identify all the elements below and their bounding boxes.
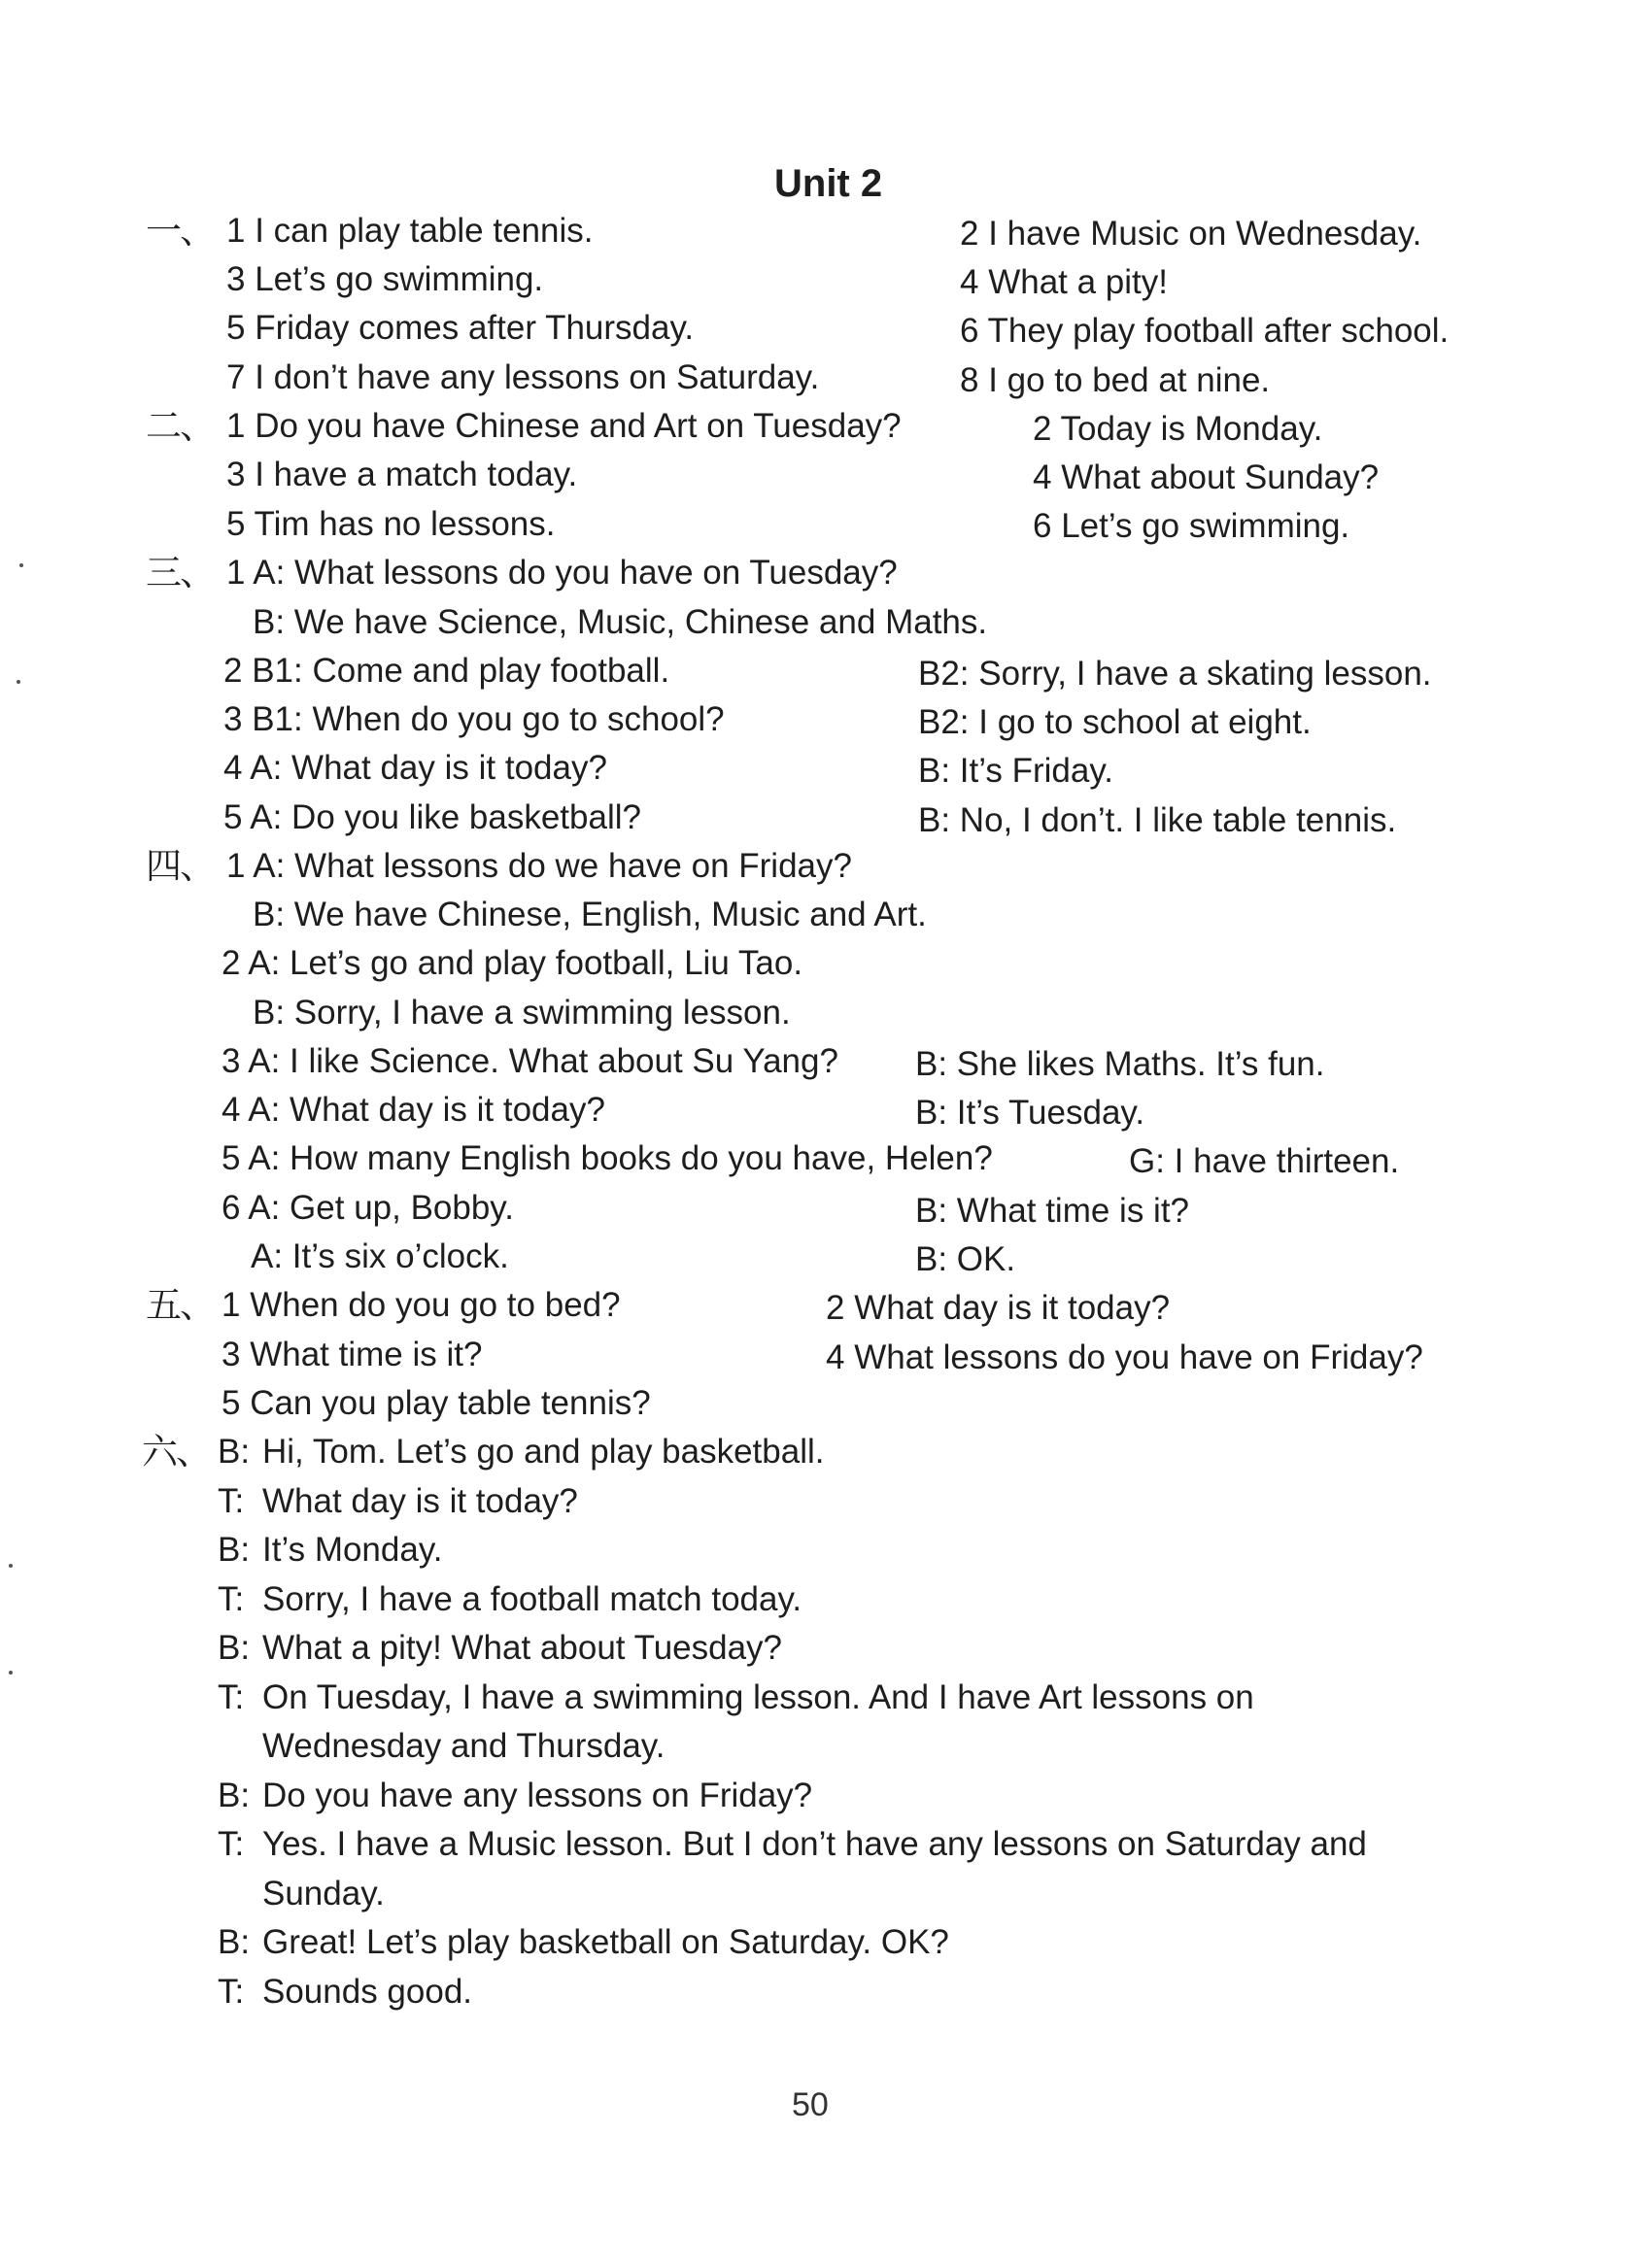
answer-line: 5 Friday comes after Thursday. bbox=[226, 309, 695, 347]
dialogue-line: Do you have any lessons on Friday? bbox=[262, 1777, 813, 1814]
answer-line: 2 I have Music on Wednesday. bbox=[960, 215, 1422, 253]
answer-line: B: We have Science, Music, Chinese and Maths. bbox=[253, 603, 988, 641]
dialogue-line: Hi, Tom. Let’s go and play basketball. bbox=[262, 1433, 825, 1471]
speaker-label: T: bbox=[218, 1482, 245, 1520]
answer-line: 4 A: What day is it today? bbox=[222, 1091, 605, 1129]
section-marker-4: 四、 bbox=[146, 846, 214, 886]
speaker-label: B: bbox=[218, 1531, 251, 1569]
answer-line: B: She likes Maths. It’s fun. bbox=[915, 1045, 1325, 1083]
dialogue-line: What day is it today? bbox=[262, 1482, 578, 1520]
answer-line: 6 Let’s go swimming. bbox=[1033, 507, 1350, 545]
speaker-label: T: bbox=[218, 1580, 245, 1618]
answer-line: 5 Can you play table tennis? bbox=[222, 1384, 651, 1422]
answer-line: B: We have Chinese, English, Music and Art. bbox=[253, 896, 927, 933]
answer-line: 5 A: Do you like basketball? bbox=[223, 798, 641, 836]
section-marker-1: 一、 bbox=[146, 211, 214, 251]
answer-line: 1 Do you have Chinese and Art on Tuesday? bbox=[226, 407, 902, 445]
answer-line: B: It’s Tuesday. bbox=[915, 1094, 1145, 1132]
answer-line: 7 I don’t have any lessons on Saturday. bbox=[226, 358, 820, 396]
answer-line: 2 A: Let’s go and play football, Liu Tao. bbox=[222, 944, 803, 982]
answer-line: 2 What day is it today? bbox=[826, 1289, 1171, 1327]
answer-line: 4 What about Sunday? bbox=[1033, 458, 1380, 496]
answer-line: B2: Sorry, I have a skating lesson. bbox=[918, 655, 1432, 693]
answer-line: 4 A: What day is it today? bbox=[223, 749, 607, 787]
dialogue-line: What a pity! What about Tuesday? bbox=[262, 1629, 783, 1667]
answer-line: 3 B1: When do you go to school? bbox=[223, 700, 725, 738]
answer-line: 3 What time is it? bbox=[222, 1336, 483, 1373]
speaker-label: B: bbox=[218, 1629, 251, 1667]
section-marker-5: 五、 bbox=[146, 1285, 214, 1325]
answer-line: 4 What lessons do you have on Friday? bbox=[826, 1338, 1423, 1376]
speaker-label: B: bbox=[218, 1433, 251, 1471]
dialogue-line: Sounds good. bbox=[262, 1973, 473, 2011]
scan-speck bbox=[17, 680, 20, 684]
answer-line: 1 When do you go to bed? bbox=[222, 1286, 621, 1324]
section-marker-3: 三、 bbox=[146, 553, 214, 592]
answer-line: 4 What a pity! bbox=[960, 263, 1168, 301]
answer-line: 1 A: What lessons do we have on Friday? bbox=[226, 847, 852, 885]
dialogue-line: Sunday. bbox=[262, 1875, 385, 1913]
answer-line: B: No, I don’t. I like table tennis. bbox=[918, 801, 1397, 839]
answer-line: 3 I have a match today. bbox=[226, 456, 578, 493]
answer-line: 3 Let’s go swimming. bbox=[226, 260, 544, 298]
section-marker-6: 六、 bbox=[142, 1432, 210, 1472]
speaker-label: B: bbox=[218, 1777, 251, 1814]
dialogue-line: Yes. I have a Music lesson. But I don’t have any lessons on Saturday and bbox=[262, 1825, 1367, 1863]
answer-line: 2 B1: Come and play football. bbox=[223, 652, 670, 690]
page-title: Unit 2 bbox=[774, 162, 883, 205]
answer-line: 2 Today is Monday. bbox=[1033, 410, 1323, 448]
dialogue-line: Sorry, I have a football match today. bbox=[262, 1580, 802, 1618]
answer-line: A: It’s six o’clock. bbox=[251, 1237, 509, 1275]
dialogue-line: Great! Let’s play basketball on Saturday. OK? bbox=[262, 1923, 949, 1961]
speaker-label: T: bbox=[218, 1825, 245, 1863]
answer-line: 5 A: How many English books do you have, Helen? bbox=[222, 1139, 993, 1177]
answer-line: 6 They play football after school. bbox=[960, 312, 1450, 350]
answer-line: 5 Tim has no lessons. bbox=[226, 505, 556, 543]
answer-line: G: I have thirteen. bbox=[1129, 1142, 1400, 1180]
answer-line: B: It’s Friday. bbox=[918, 752, 1113, 790]
speaker-label: T: bbox=[218, 1973, 245, 2011]
answer-line: B: OK. bbox=[915, 1240, 1016, 1278]
answer-line: B: What time is it? bbox=[915, 1192, 1190, 1230]
dialogue-line: Wednesday and Thursday. bbox=[262, 1727, 665, 1765]
section-marker-2: 二、 bbox=[146, 406, 214, 446]
page-number: 50 bbox=[792, 2086, 829, 2123]
answer-line: 8 I go to bed at nine. bbox=[960, 361, 1271, 399]
scan-speck bbox=[9, 1564, 13, 1568]
answer-line: 1 A: What lessons do you have on Tuesday? bbox=[226, 554, 898, 592]
answer-line: B2: I go to school at eight. bbox=[918, 703, 1312, 741]
speaker-label: T: bbox=[218, 1678, 245, 1716]
speaker-label: B: bbox=[218, 1923, 251, 1961]
scan-speck bbox=[19, 563, 23, 567]
answer-line: 3 A: I like Science. What about Su Yang? bbox=[222, 1042, 838, 1080]
answer-line: 6 A: Get up, Bobby. bbox=[222, 1189, 514, 1227]
dialogue-line: On Tuesday, I have a swimming lesson. And I have Art lessons on bbox=[262, 1678, 1254, 1716]
answer-line: B: Sorry, I have a swimming lesson. bbox=[253, 994, 791, 1032]
answer-line: 1 I can play table tennis. bbox=[226, 212, 594, 250]
dialogue-line: It’s Monday. bbox=[262, 1531, 443, 1569]
scan-speck bbox=[9, 1671, 13, 1675]
